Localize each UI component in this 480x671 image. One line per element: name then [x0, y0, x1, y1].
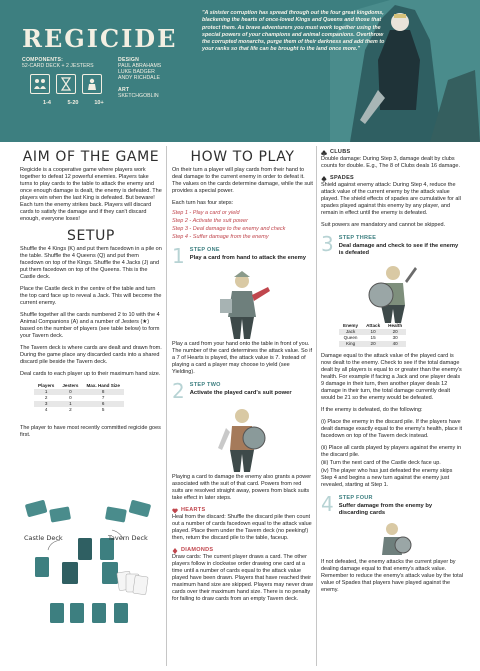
hearts-heading	[172, 507, 313, 514]
table-cell: 0	[58, 389, 82, 395]
table-cell: 40	[384, 341, 406, 347]
aim-heading: AIM OF THE GAME	[22, 149, 160, 165]
table-cell: Jack	[339, 329, 362, 335]
time-caption: 5-20	[67, 100, 79, 106]
step-three-text-6: (iv) The player who has just defeated the enemy skips Step 4 and begins a new turn against the enemy just revealed, starting at Step 1.	[321, 468, 453, 488]
designer-2: LUKE BADGER	[118, 69, 155, 75]
four-steps-text: Each turn has four steps:	[172, 200, 234, 206]
setup-paragraph-3: Shuffle together all the cards numbered 2 to 10 with the 4 Animal Companions (A) and a number of Jesters (★) based on the number of players (see table below) to form your Tavern deck.	[20, 312, 160, 339]
list-item: Step 2 - Activate the suit power	[172, 218, 248, 224]
castle-deck-label: Castle Deck	[24, 534, 63, 542]
spades-title: SPADES	[330, 175, 355, 181]
table-header: Enemy	[343, 323, 359, 328]
setup-paragraph-1: Shuffle the 4 Kings (K) and put them facedown in a pile on the table. Shuffle the 4 Queens (Q) and put them facedown on top of the Kings. Shuffle the 4 Jacks (J) and put them facedown on top of the Queens. This is the Castle deck.	[20, 246, 162, 280]
how-to-play-intro: On their turn a player will play cards from their hand to deal damage to the current enemy in order to defeat it. The values on the cards determine damage, while the suit provides a special power.	[172, 167, 313, 194]
step-three-text-2: If the enemy is defeated, do the following:	[321, 407, 423, 413]
suit-mandatory-text: Suit powers are mandatory and cannot be skipped.	[321, 222, 446, 228]
jesters-table	[34, 383, 124, 413]
step-three-illustration	[321, 261, 463, 323]
step-three-text-3: (i) Place the enemy in the discard pile. If the players have dealt damage exactly equal to the enemy's health, place it facedown on top of the Tavern deck instead.	[321, 419, 463, 439]
step-one	[172, 244, 313, 268]
step-two-text: Playing a card to damage the enemy also grants a power associated with the suit of that card. Powers from red suits are resolved straight away, powers from black suits take effect in later steps.	[172, 474, 312, 501]
step-label: STEP THREE	[338, 235, 377, 241]
table-cell: 7	[101, 395, 105, 400]
list-item: Step 3 - Deal damage to the enemy and check	[172, 226, 286, 232]
step-four-illustration	[321, 521, 463, 559]
components-label: COMPONENTS:	[22, 57, 64, 63]
table-cell: Queen	[343, 335, 358, 340]
diamond-icon	[172, 548, 178, 554]
clubs-title: CLUBS	[330, 149, 351, 155]
column-divider-2	[316, 146, 317, 666]
setup-paragraph-4: The Tavern deck is where cards are dealt and drawn from. During the game place any discarded cards into a shared discard pile beside the Tavern deck.	[20, 345, 162, 365]
table-cell: 4	[44, 407, 48, 412]
diamonds-heading	[172, 547, 313, 554]
hearts-title: HEARTS	[181, 507, 206, 513]
age-icon	[82, 74, 102, 94]
column-divider-1	[166, 146, 167, 666]
table-cell: 6	[82, 401, 123, 407]
designer-1: PAUL ABRAHAMS	[118, 63, 162, 69]
table-cell: 3	[34, 401, 58, 407]
column-suits-steps	[321, 146, 463, 599]
table-cell: 10	[362, 329, 384, 335]
step-label: STEP TWO	[189, 382, 221, 388]
column-aim-setup	[20, 149, 162, 444]
first-player-text: The player to have most recently committed regicide goes first.	[20, 425, 161, 438]
table-cell: 2	[44, 395, 48, 400]
aim-text: Regicide is a cooperative game where players work together to defeat 12 powerful enemies. Players take turns to play cards to the table to attack the enemy and once enough damage is dealt, the enemy is defeated. The players win when the last King is defeated. But beware! Each turn the enemy strikes back. Players will discard cards to satisfy the damage and if they can't discard enough, everyone loses!	[20, 167, 162, 222]
column-how-to-play	[172, 149, 313, 608]
table-header: Attack	[366, 323, 381, 328]
table-row	[34, 407, 124, 413]
step-subtitle: Deal damage and check to see if the enemy is defeated	[338, 243, 459, 256]
table-cell: King	[339, 341, 362, 347]
table-cell: 5	[101, 407, 105, 412]
step-three-text-1: Damage equal to the attack value of the played card is now dealt to the enemy. Check to see if the total damage dealt by all players is equal to or greater than the enemy's health. For example if facing a Jack and one player deals 9 damage in their turn, then another player deals 12 damage in their turn, the total damage currently dealt would be 21 so the enemy would be defeated.	[321, 353, 462, 401]
step-number: 2	[172, 379, 185, 403]
table-row	[339, 341, 406, 347]
table-cell: 20	[362, 341, 384, 347]
enemy-table	[339, 323, 406, 347]
table-cell: 2	[69, 407, 72, 412]
designer-3: ANDY RICHDALE	[118, 75, 160, 81]
heart-icon	[172, 508, 178, 514]
regicide-logo: REGICIDE	[22, 24, 178, 53]
step-two	[172, 379, 313, 403]
step-three-text-5: (iii) Turn the next card of the Castle deck face up.	[321, 460, 441, 466]
club-icon	[321, 150, 327, 156]
table-cell: 15	[370, 335, 376, 340]
components-text: 52-CARD DECK + 2 JESTERS	[22, 63, 94, 69]
setup-paragraph-2: Place the Castle deck in the centre of the table and turn the top card face up to reveal a Jack. This will become the current enemy.	[20, 286, 162, 306]
step-label: STEP FOUR	[338, 495, 373, 501]
table-header: Max. Hand Size	[86, 383, 120, 388]
artist-name: SKETCHGOBLIN	[118, 93, 159, 99]
step-label: STEP ONE	[189, 247, 220, 253]
age-caption: 10+	[94, 100, 104, 106]
setup-heading: SETUP	[67, 228, 115, 244]
table-cell: 0	[69, 395, 72, 400]
steps-list	[172, 210, 313, 241]
diamonds-title: DIAMONDS	[181, 547, 214, 553]
setup-illustration	[20, 480, 160, 665]
spades-text: Shield against enemy attack: During Step 4, reduce the attack value of the current enemy by the attack value played. The shield effects of spades are cumulative for all spades played against this enemy by any player, and remain in effect until the enemy is defeated.	[321, 182, 461, 216]
step-two-illustration	[172, 404, 313, 474]
icon-captions	[34, 100, 112, 106]
table-cell: 1	[34, 389, 58, 395]
clubs-heading	[321, 149, 463, 156]
clubs-text: Double damage: During Step 3, damage dealt by clubs counts for double. E.g., The 8 of Clubs deals 16 damage.	[321, 156, 461, 169]
intro-quote: "A sinister corruption has spread through out the four great kingdoms, blackening the hearts of once-loved Kings and Queens and those that protect them. As brave adventurers you must work together using the special powers of your champions and animal companions. Overthrow the corrupted monarchs, purge them of their darkness and add them to your ranks so that life can be brought to the land once more."	[202, 10, 385, 53]
diamonds-text: Draw cards: The current player draws a card. The other players follow in clockwise order drawing one card at a time until a number of cards equal to the attack value played have been drawn. Players that have reached their maximum hand size are skipped. Players may never draw cards over their maximum hand size. There is no penalty for failing to draw cards from an empty Tavern deck.	[172, 554, 313, 602]
step-subtitle: Activate the played card's suit power	[189, 390, 292, 396]
list-item: Step 1 - Play a card or yield	[172, 210, 240, 216]
table-cell: 8	[82, 389, 123, 395]
step-three	[321, 232, 463, 257]
art-label: ART	[118, 87, 130, 93]
table-header: Players	[38, 383, 55, 388]
list-item: Step 4 - Suffer damage from the enemy	[172, 234, 269, 240]
tavern-deck-label: Tavern Deck	[108, 534, 148, 542]
table-cell: 30	[392, 335, 398, 340]
step-number: 1	[172, 244, 185, 268]
design-label: DESIGN	[118, 57, 140, 63]
setup-paragraph-5: Deal cards to each player up to their maximum hand size.	[20, 371, 161, 377]
how-to-play-heading: HOW TO PLAY	[190, 149, 295, 165]
table-cell: 20	[384, 329, 406, 335]
step-four	[321, 492, 463, 517]
step-subtitle: Play a card from hand to attack the enemy	[189, 255, 307, 261]
info-icons	[30, 74, 102, 94]
table-cell: 1	[58, 401, 82, 407]
spade-icon	[321, 176, 327, 182]
table-header: Jesters	[62, 383, 79, 388]
header-banner	[0, 0, 480, 142]
step-one-text: Play a card from your hand onto the table in front of you. The number of the card determines the attack value. So if a 7 of Hearts is played, the attack value is 7. Instead of playing a card a player may choose to yield (see Yielding).	[172, 341, 313, 375]
players-icon	[30, 74, 50, 94]
step-one-illustration	[172, 269, 313, 341]
step-three-text-4: (ii) Place all cards played by players against the enemy in the discard pile.	[321, 445, 462, 458]
step-four-text: If not defeated, the enemy attacks the current player by dealing damage equal to that enemy's attack value. Remember to reduce the enemy's attack value by the total value of Spades that players have played against the enemy.	[321, 559, 463, 593]
step-number: 3	[321, 232, 334, 256]
hearts-text: Heal from the discard: Shuffle the discard pile then count out a number of cards facedown equal to the attack value played. Place them under the Tavern deck (no peeking!) then, return the discard pile to the table, faceup.	[172, 514, 312, 541]
players-caption: 1-4	[43, 100, 51, 106]
step-number: 4	[321, 492, 334, 516]
spades-heading	[321, 175, 463, 182]
table-header: Health	[388, 323, 403, 328]
step-subtitle: Suffer damage from the enemy by discarding cards	[338, 503, 433, 516]
time-icon	[56, 74, 76, 94]
